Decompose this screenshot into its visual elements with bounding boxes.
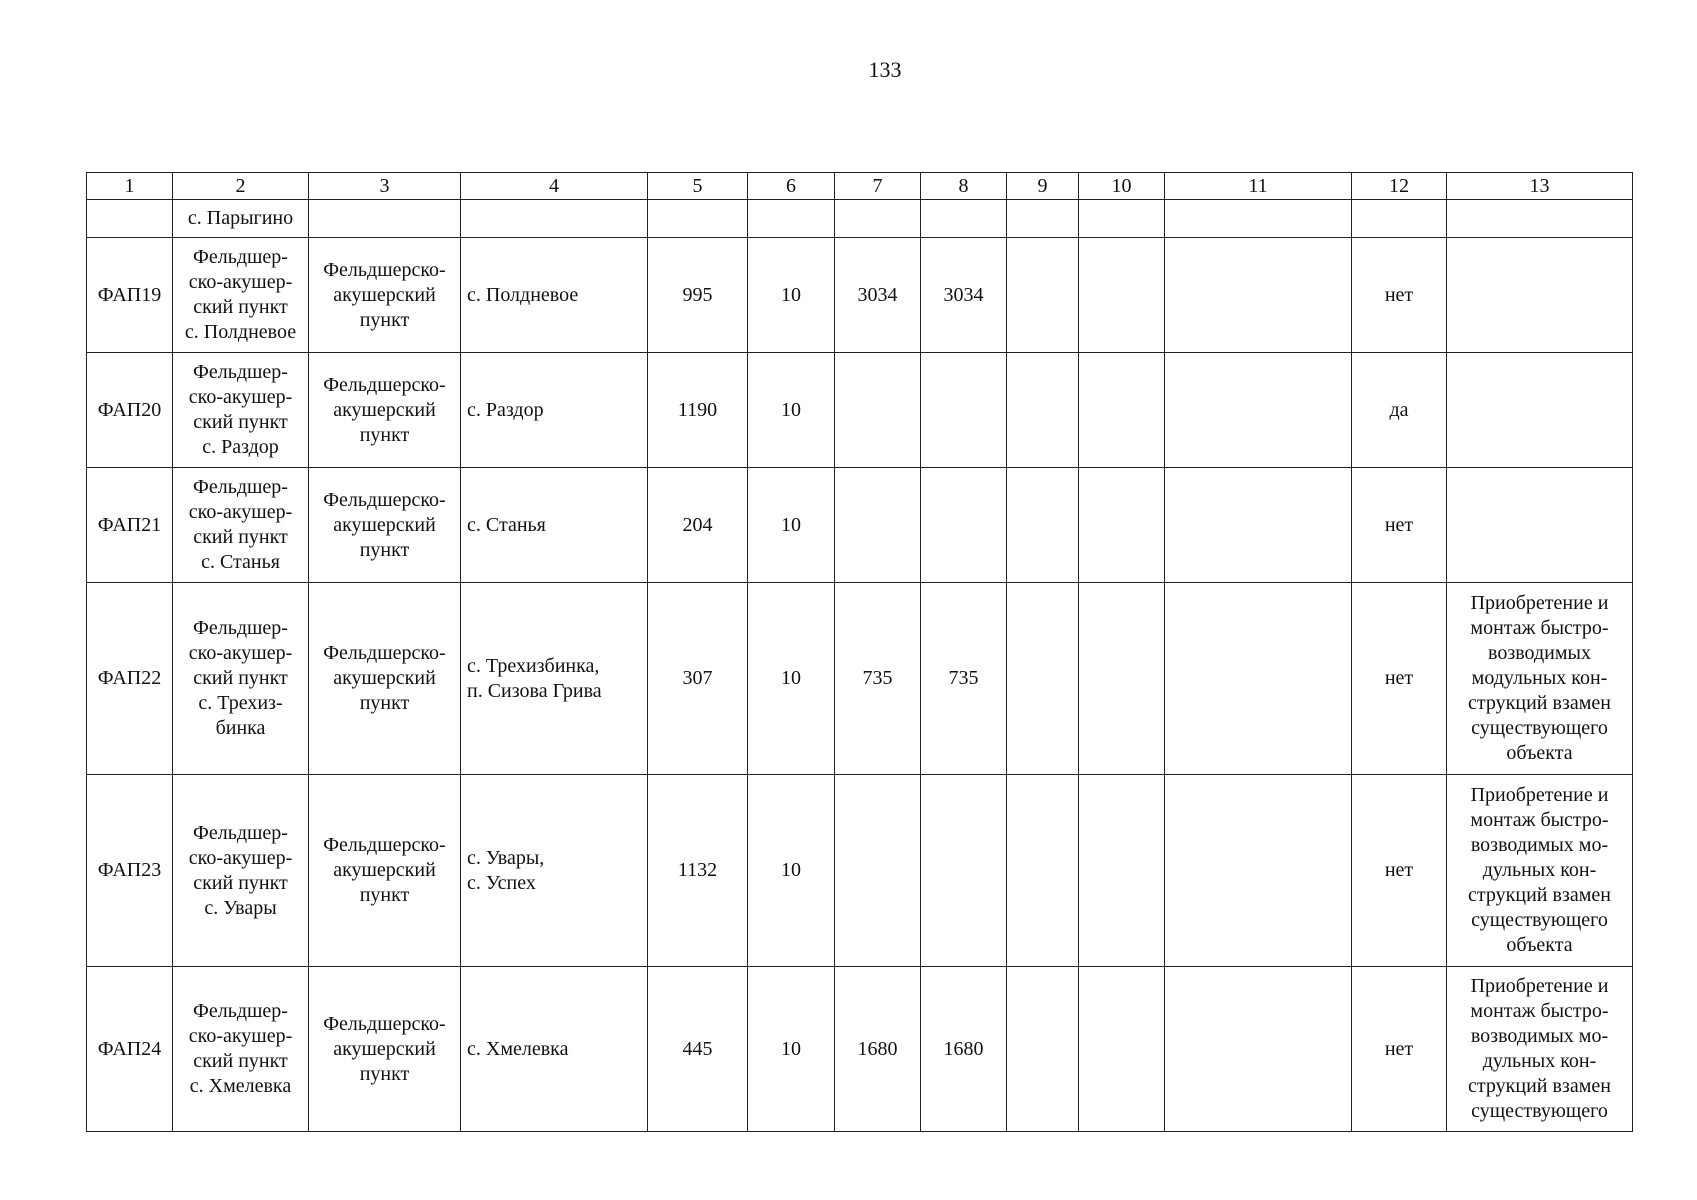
table-cell: нет	[1352, 468, 1447, 583]
table-cell: с. Парыгино	[173, 200, 309, 238]
table-cell: 3034	[921, 238, 1007, 353]
table-cell: с. Трехизбинка, п. Сизова Грива	[461, 583, 648, 775]
table-cell: Фельдшерско- акушерский пункт	[309, 468, 461, 583]
table-cell: ФАП24	[87, 967, 173, 1132]
table-cell	[1079, 775, 1165, 967]
table-cell: 10	[748, 353, 835, 468]
table-cell	[835, 200, 921, 238]
table-cell: 204	[648, 468, 748, 583]
table-cell	[1007, 353, 1079, 468]
table-cell: Фельдшер- ско-акушер- ский пункт с. Полдневое	[173, 238, 309, 353]
table-cell	[1079, 238, 1165, 353]
table-cell: Фельдшер- ско-акушер- ский пункт с. Трехиз- бинка	[173, 583, 309, 775]
table-cell	[1079, 200, 1165, 238]
table-cell	[1165, 967, 1352, 1132]
table-row	[87, 583, 1633, 775]
header-row	[87, 173, 1633, 200]
header-cell: 5	[648, 173, 748, 200]
table-cell	[648, 200, 748, 238]
table-cell: 445	[648, 967, 748, 1132]
table-cell: 995	[648, 238, 748, 353]
table-cell	[461, 200, 648, 238]
table-cell	[1165, 775, 1352, 967]
table-cell	[1165, 200, 1352, 238]
table-row	[87, 238, 1633, 353]
table-cell: да	[1352, 353, 1447, 468]
table-cell: Фельдшерско- акушерский пункт	[309, 353, 461, 468]
data-table	[86, 172, 1633, 1132]
table-cell: ФАП22	[87, 583, 173, 775]
table-cell	[1007, 967, 1079, 1132]
table-cell	[835, 775, 921, 967]
table-cell: ФАП19	[87, 238, 173, 353]
table-cell: Приобретение и монтаж быстро- возводимых модульных кон- струкций взамен существующего объекта	[1447, 583, 1633, 775]
table-cell: Фельдшер- ско-акушер- ский пункт с. Хмелевка	[173, 967, 309, 1132]
header-cell: 4	[461, 173, 648, 200]
table-cell: Приобретение и монтаж быстро- возводимых мо- дульных кон- струкций взамен существующего	[1447, 967, 1633, 1132]
table-cell: 1680	[921, 967, 1007, 1132]
table-cell	[1079, 353, 1165, 468]
table-cell	[1447, 468, 1633, 583]
table-cell	[1165, 353, 1352, 468]
table-cell: Фельдшерско- акушерский пункт	[309, 238, 461, 353]
header-cell: 3	[309, 173, 461, 200]
table-cell: 10	[748, 583, 835, 775]
table-cell: нет	[1352, 775, 1447, 967]
table-cell	[1165, 583, 1352, 775]
table-cell	[1165, 238, 1352, 353]
table-row	[87, 468, 1633, 583]
table-cell: Приобретение и монтаж быстро- возводимых мо- дульных кон- струкций взамен существующего объекта	[1447, 775, 1633, 967]
header-cell: 13	[1447, 173, 1633, 200]
table-cell: с. Полдневое	[461, 238, 648, 353]
table-cell: нет	[1352, 238, 1447, 353]
table-cell	[921, 468, 1007, 583]
table-cell	[1079, 583, 1165, 775]
table-cell: нет	[1352, 583, 1447, 775]
table-cell: 10	[748, 967, 835, 1132]
header-cell: 9	[1007, 173, 1079, 200]
header-cell: 6	[748, 173, 835, 200]
table-cell	[1007, 775, 1079, 967]
table-cell: Фельдшер- ско-акушер- ский пункт с. Увары	[173, 775, 309, 967]
table-cell	[1352, 200, 1447, 238]
table-row	[87, 775, 1633, 967]
table-cell: 10	[748, 238, 835, 353]
table-cell	[309, 200, 461, 238]
table-cell: с. Хмелевка	[461, 967, 648, 1132]
table-cell: с. Станья	[461, 468, 648, 583]
table-cell	[87, 200, 173, 238]
table-cell	[1007, 583, 1079, 775]
table-cell: Фельдшер- ско-акушер- ский пункт с. Станья	[173, 468, 309, 583]
table-cell: нет	[1352, 967, 1447, 1132]
table-row	[87, 353, 1633, 468]
table-cell	[748, 200, 835, 238]
table-cell: 1680	[835, 967, 921, 1132]
table-cell	[1165, 468, 1352, 583]
table-cell: 1132	[648, 775, 748, 967]
table-cell	[921, 775, 1007, 967]
table-cell: 735	[921, 583, 1007, 775]
table-cell	[1447, 200, 1633, 238]
table-cell: Фельдшерско- акушерский пункт	[309, 967, 461, 1132]
table-cell	[835, 468, 921, 583]
header-cell: 2	[173, 173, 309, 200]
table-row	[87, 200, 1633, 238]
table-cell	[1007, 238, 1079, 353]
table-cell: 307	[648, 583, 748, 775]
header-cell: 1	[87, 173, 173, 200]
table-cell: Фельдшерско- акушерский пункт	[309, 583, 461, 775]
header-cell: 12	[1352, 173, 1447, 200]
table-cell: Фельдшер- ско-акушер- ский пункт с. Раздор	[173, 353, 309, 468]
table-cell	[921, 353, 1007, 468]
table-cell	[1079, 468, 1165, 583]
table-cell: с. Раздор	[461, 353, 648, 468]
header-cell: 10	[1079, 173, 1165, 200]
table-cell: с. Увары, с. Успех	[461, 775, 648, 967]
table-cell: ФАП23	[87, 775, 173, 967]
table-cell	[1079, 967, 1165, 1132]
page-number: 133	[868, 57, 902, 82]
table-cell: ФАП21	[87, 468, 173, 583]
table-cell: 10	[748, 775, 835, 967]
table-cell	[1007, 468, 1079, 583]
table-cell: 1190	[648, 353, 748, 468]
header-cell: 11	[1165, 173, 1352, 200]
table-cell	[1007, 200, 1079, 238]
table-cell: Фельдшерско- акушерский пункт	[309, 775, 461, 967]
header-cell: 7	[835, 173, 921, 200]
table-cell	[1447, 238, 1633, 353]
table-cell: 10	[748, 468, 835, 583]
header-cell: 8	[921, 173, 1007, 200]
table-cell: 735	[835, 583, 921, 775]
table-cell	[921, 200, 1007, 238]
table-row	[87, 967, 1633, 1132]
table-cell: ФАП20	[87, 353, 173, 468]
table-cell	[835, 353, 921, 468]
table-cell: 3034	[835, 238, 921, 353]
table-cell	[1447, 353, 1633, 468]
